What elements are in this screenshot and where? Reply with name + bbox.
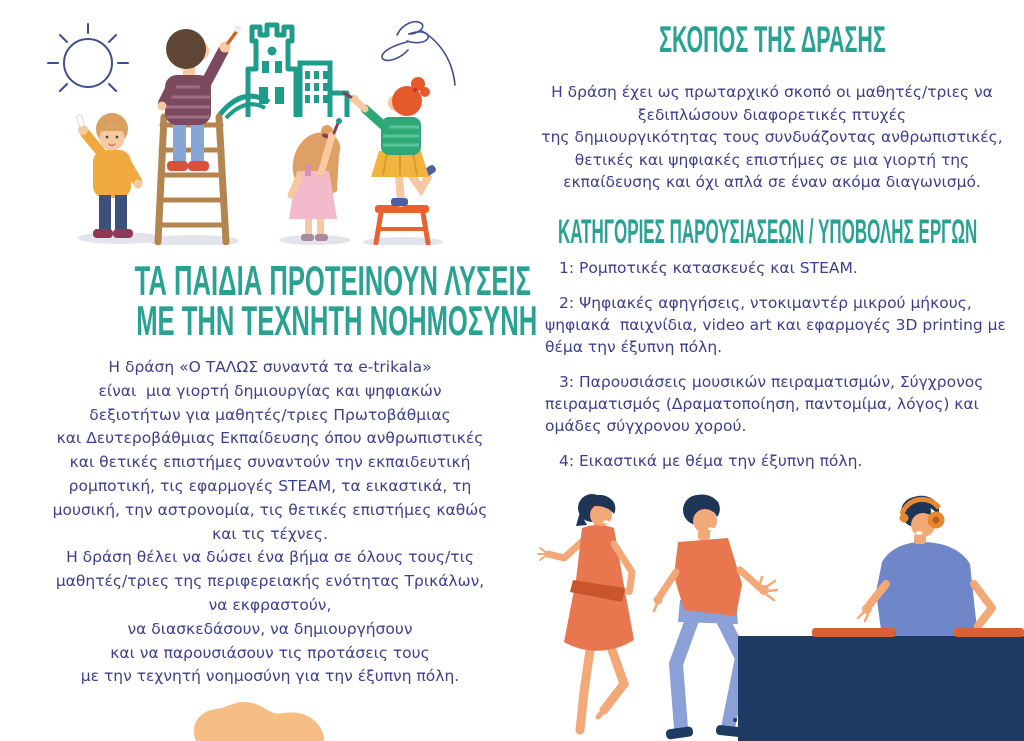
paint-blob-icon (186, 701, 334, 741)
pink-dress-girl-figure (289, 118, 342, 241)
waving-boy-figure (77, 113, 143, 238)
main-title (8, 257, 538, 344)
woman-dancer-figure (538, 494, 634, 730)
categories-section-title: ΚΑΤΗΓΟΡΙΕΣ ΠΑΡΟΥΣΙΑΣΕΩΝ / ΥΠΟΒΟΛΗΣ ΕΡΓΩΝ (558, 213, 978, 251)
dj-table (738, 636, 1024, 741)
floor-dot (733, 718, 737, 722)
main-title-line-1: ΤΑ ΠΑΙΔΙΑ ΠΡΟΤΕΙΝΟΥΝ ΛΥΣΕΙΣ (134, 257, 531, 304)
purpose-paragraph: Η δράση έχει ως πρωταρχικό σκοπό οι μαθητές/τριες να ξεδιπλώσουν διαφορετικές πτυχές της δημιουργικότητας τους συνδυάζοντας ανθρωπιστικές, θετικές και ψηφιακές επιστήμες σε μια γιορτή της εκπαίδευσης και όχι απλά σε έναν ακόμα διαγωνισμό. (541, 83, 1003, 192)
purpose-section-title: ΣΚΟΠΟΣ ΤΗΣ ΔΡΑΣΗΣ (658, 19, 886, 60)
stool-girl-figure (344, 77, 437, 206)
sun-icon (48, 24, 128, 91)
category-item-3: 3: Παρουσιάσεις μουσικών πειραματισμών, Σύγχρονος πειραματισμός (Δραματοποίηση, παντομίμα, λόγος) και ομάδες σύγχρονου χορού. (545, 373, 984, 435)
category-list (545, 257, 1020, 485)
category-item-4: 4: Εικαστικά με θέμα την έξυπνη πόλη. (559, 452, 863, 470)
bird-icon (382, 22, 455, 85)
category-item-2: 2: Ψηφιακές αφηγήσεις, ντοκιμαντέρ μικρού μήκους, ψηφιακά παιχνίδια, video art και εφαρμογές 3D printing με θέμα την έξυπνη πόλη. (545, 294, 1006, 356)
main-title-line-2: ΜΕ ΤΗΝ ΤΕΧΝΗΤΗ ΝΟΗΜΟΣΥΝΗ (136, 297, 538, 344)
intro-paragraph: Η δράση «Ο ΤΑΛΩΣ συναντά τα e-trikala» είναι μια γιορτή δημιουργίας και ψηφιακών δεξιοτήτων για μαθητές/τριες Πρωτοβάθμιας και Δευτεροβάθμιας Εκπαίδευσης όπου ανθρωπιστικές και θετικές επιστήμες συναντούν την εκπαιδευτική ρομποτική, τις εφαρμογές STEAM, τα εικαστικά, τη μουσική, την αστρονομία, τις θετικές επιστήμες καθώς και τις τέχνες. Η δράση θέλει να δώσει ένα βήμα σε όλους τους/τις μαθητές/τριες της περιφερειακής ενότητας Τρικάλων, να εκφραστούν, να διασκεδάσουν, να δημιουργήσουν και να παρουσιάσουν τις προτάσεις τους με την τεχνητή νοημοσύνη για την έξυπνη πόλη. (52, 358, 488, 686)
category-item-1: 1: Ρομποτικές κατασκευές και STEAM. (559, 259, 858, 277)
dancers-dj-illustration (530, 492, 1024, 741)
city-drawing (218, 25, 347, 118)
dj-figure (858, 496, 992, 638)
children-painting-illustration (25, 5, 495, 245)
